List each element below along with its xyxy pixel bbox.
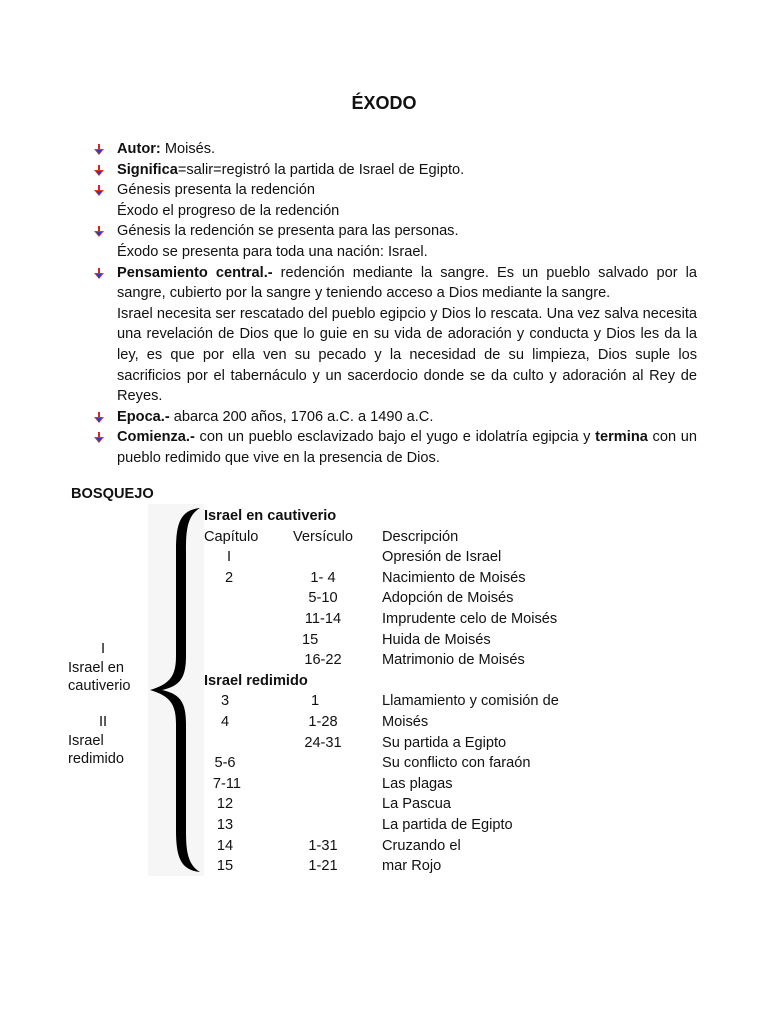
- cell-descripcion: Las plagas: [382, 775, 453, 792]
- cell-descripcion: Llamamiento y comisión de: [382, 693, 559, 710]
- arrow-down-bullet-icon: [93, 226, 105, 238]
- bullet-text: redención mediante la sangre. Es un pueblo salvado por la sangre, cubierto por la sangre y teniendo acceso a Dios mediante la sangre.: [117, 264, 697, 302]
- arrow-down-bullet-icon: [93, 412, 105, 424]
- arrow-down-bullet-icon: [93, 165, 105, 177]
- cell-descripcion: Moisés: [382, 713, 429, 730]
- bullet-label: Significa: [117, 161, 178, 178]
- part-label: cautiverio: [68, 678, 131, 694]
- page-title: ÉXODO: [351, 93, 417, 113]
- bullet-text: Éxodo el progreso de la redención: [117, 202, 340, 219]
- cell-capitulo: 2: [224, 569, 234, 586]
- bullet-label: Comienza.-: [117, 429, 195, 446]
- section-title: Israel redimido: [204, 672, 308, 689]
- part-number: II: [98, 714, 108, 730]
- part-label: Israel: [68, 732, 104, 749]
- bullet-text: con un pueblo esclavizado bajo el yugo e idolatría egipcia y: [194, 429, 596, 446]
- bullet-label: Pensamiento central.-: [117, 264, 273, 281]
- cell-versiculo: 11-14: [304, 610, 342, 627]
- cell-descripcion: La Pascua: [382, 796, 451, 813]
- cell-versiculo: 16-22: [304, 652, 342, 669]
- cell-descripcion: La partida de Egipto: [382, 816, 513, 833]
- bullet-label: Epoca.-: [117, 408, 170, 425]
- cell-descripcion: mar Rojo: [382, 858, 442, 875]
- cell-capitulo: 13: [216, 816, 234, 833]
- cell-descripcion: Nacimiento de Moisés: [382, 569, 526, 586]
- header-descripcion: Descripción: [382, 528, 459, 545]
- list-item: [93, 139, 697, 160]
- arrow-down-bullet-icon: [93, 144, 105, 156]
- header-versiculo: Versículo: [293, 528, 354, 545]
- bullet-text: Génesis presenta la redención: [117, 182, 315, 199]
- part-number: I: [100, 641, 106, 657]
- arrow-down-bullet-icon: [93, 268, 105, 280]
- cell-descripcion: Su partida a Egipto: [382, 734, 507, 751]
- cell-versiculo: 5-10: [308, 590, 338, 607]
- cell-descripcion: Opresión de Israel: [382, 549, 502, 566]
- cell-versiculo: 1-28: [308, 713, 338, 730]
- cell-descripcion: Huida de Moisés: [382, 631, 491, 648]
- cell-descripcion: Imprudente celo de Moisés: [382, 610, 558, 627]
- cell-descripcion: Cruzando el: [382, 837, 461, 854]
- cell-versiculo: 1-31: [308, 837, 338, 854]
- part-label: Israel en: [68, 659, 124, 676]
- list-item: [93, 180, 697, 221]
- list-item: [93, 160, 697, 181]
- bullet-list: [93, 139, 697, 469]
- bullet-text: =salir=registró la partida de Israel de Egipto.: [177, 161, 465, 178]
- bullet-text: con un pueblo redimido que vive en la presencia de Dios.: [117, 429, 698, 466]
- bullet-text: abarca 200 años, 1706 a.C. a 1490 a.C.: [169, 408, 434, 425]
- part-label: redimido: [68, 751, 124, 767]
- bullet-text: Israel necesita ser rescatado del pueblo egipcio y Dios lo rescata. Una vez salva necesita una revelación de Dios que lo guie en su vida de adoración y conducta y Dios les da la ley, es que por ella ven su pecado y la necesidad de su limpieza, Dios suple los sacrificios por el tabernáculo y un sacerdocio donde se da culto y adoración al Rey de Reyes.: [117, 305, 697, 405]
- cell-descripcion: Matrimonio de Moisés: [382, 652, 525, 669]
- cell-capitulo: 15: [216, 858, 234, 875]
- outline-part-1: [68, 640, 138, 696]
- section-title: Israel en cautiverio: [204, 508, 337, 524]
- arrow-down-bullet-icon: [93, 432, 105, 444]
- list-item: [93, 263, 697, 407]
- section-heading: BOSQUEJO: [71, 486, 154, 502]
- cell-versiculo: 1- 4: [310, 569, 336, 586]
- cell-versiculo: 15: [302, 631, 319, 648]
- cell-descripcion: Su conflicto con faraón: [382, 755, 531, 772]
- cell-versiculo: 1-21: [308, 858, 338, 875]
- cell-capitulo: 5-6: [214, 755, 236, 772]
- cell-capitulo: 4: [220, 713, 230, 730]
- list-item: [93, 221, 697, 262]
- cell-versiculo: 24-31: [304, 734, 342, 751]
- cell-capitulo: I: [226, 549, 232, 566]
- cell-capitulo: 14: [216, 837, 234, 854]
- cell-capitulo: 12: [216, 796, 234, 813]
- bullet-text: Moisés.: [160, 141, 216, 157]
- header-capitulo: Capítulo: [204, 528, 259, 545]
- cell-versiculo: 1: [310, 693, 320, 710]
- list-item: [93, 407, 697, 428]
- cell-capitulo: 7-11: [212, 775, 242, 792]
- outline-part-2: [68, 713, 138, 769]
- cell-capitulo: 3: [220, 693, 230, 710]
- cell-descripcion: Adopción de Moisés: [382, 590, 514, 607]
- arrow-down-bullet-icon: [93, 185, 105, 197]
- bullet-label: termina: [595, 429, 648, 446]
- bullet-text: Éxodo se presenta para toda una nación: Israel.: [117, 243, 428, 260]
- curly-brace-icon: [146, 506, 202, 874]
- list-item: [93, 427, 697, 468]
- bullet-label: Autor:: [117, 141, 161, 157]
- bullet-text: Génesis la redención se presenta para las personas.: [117, 223, 459, 240]
